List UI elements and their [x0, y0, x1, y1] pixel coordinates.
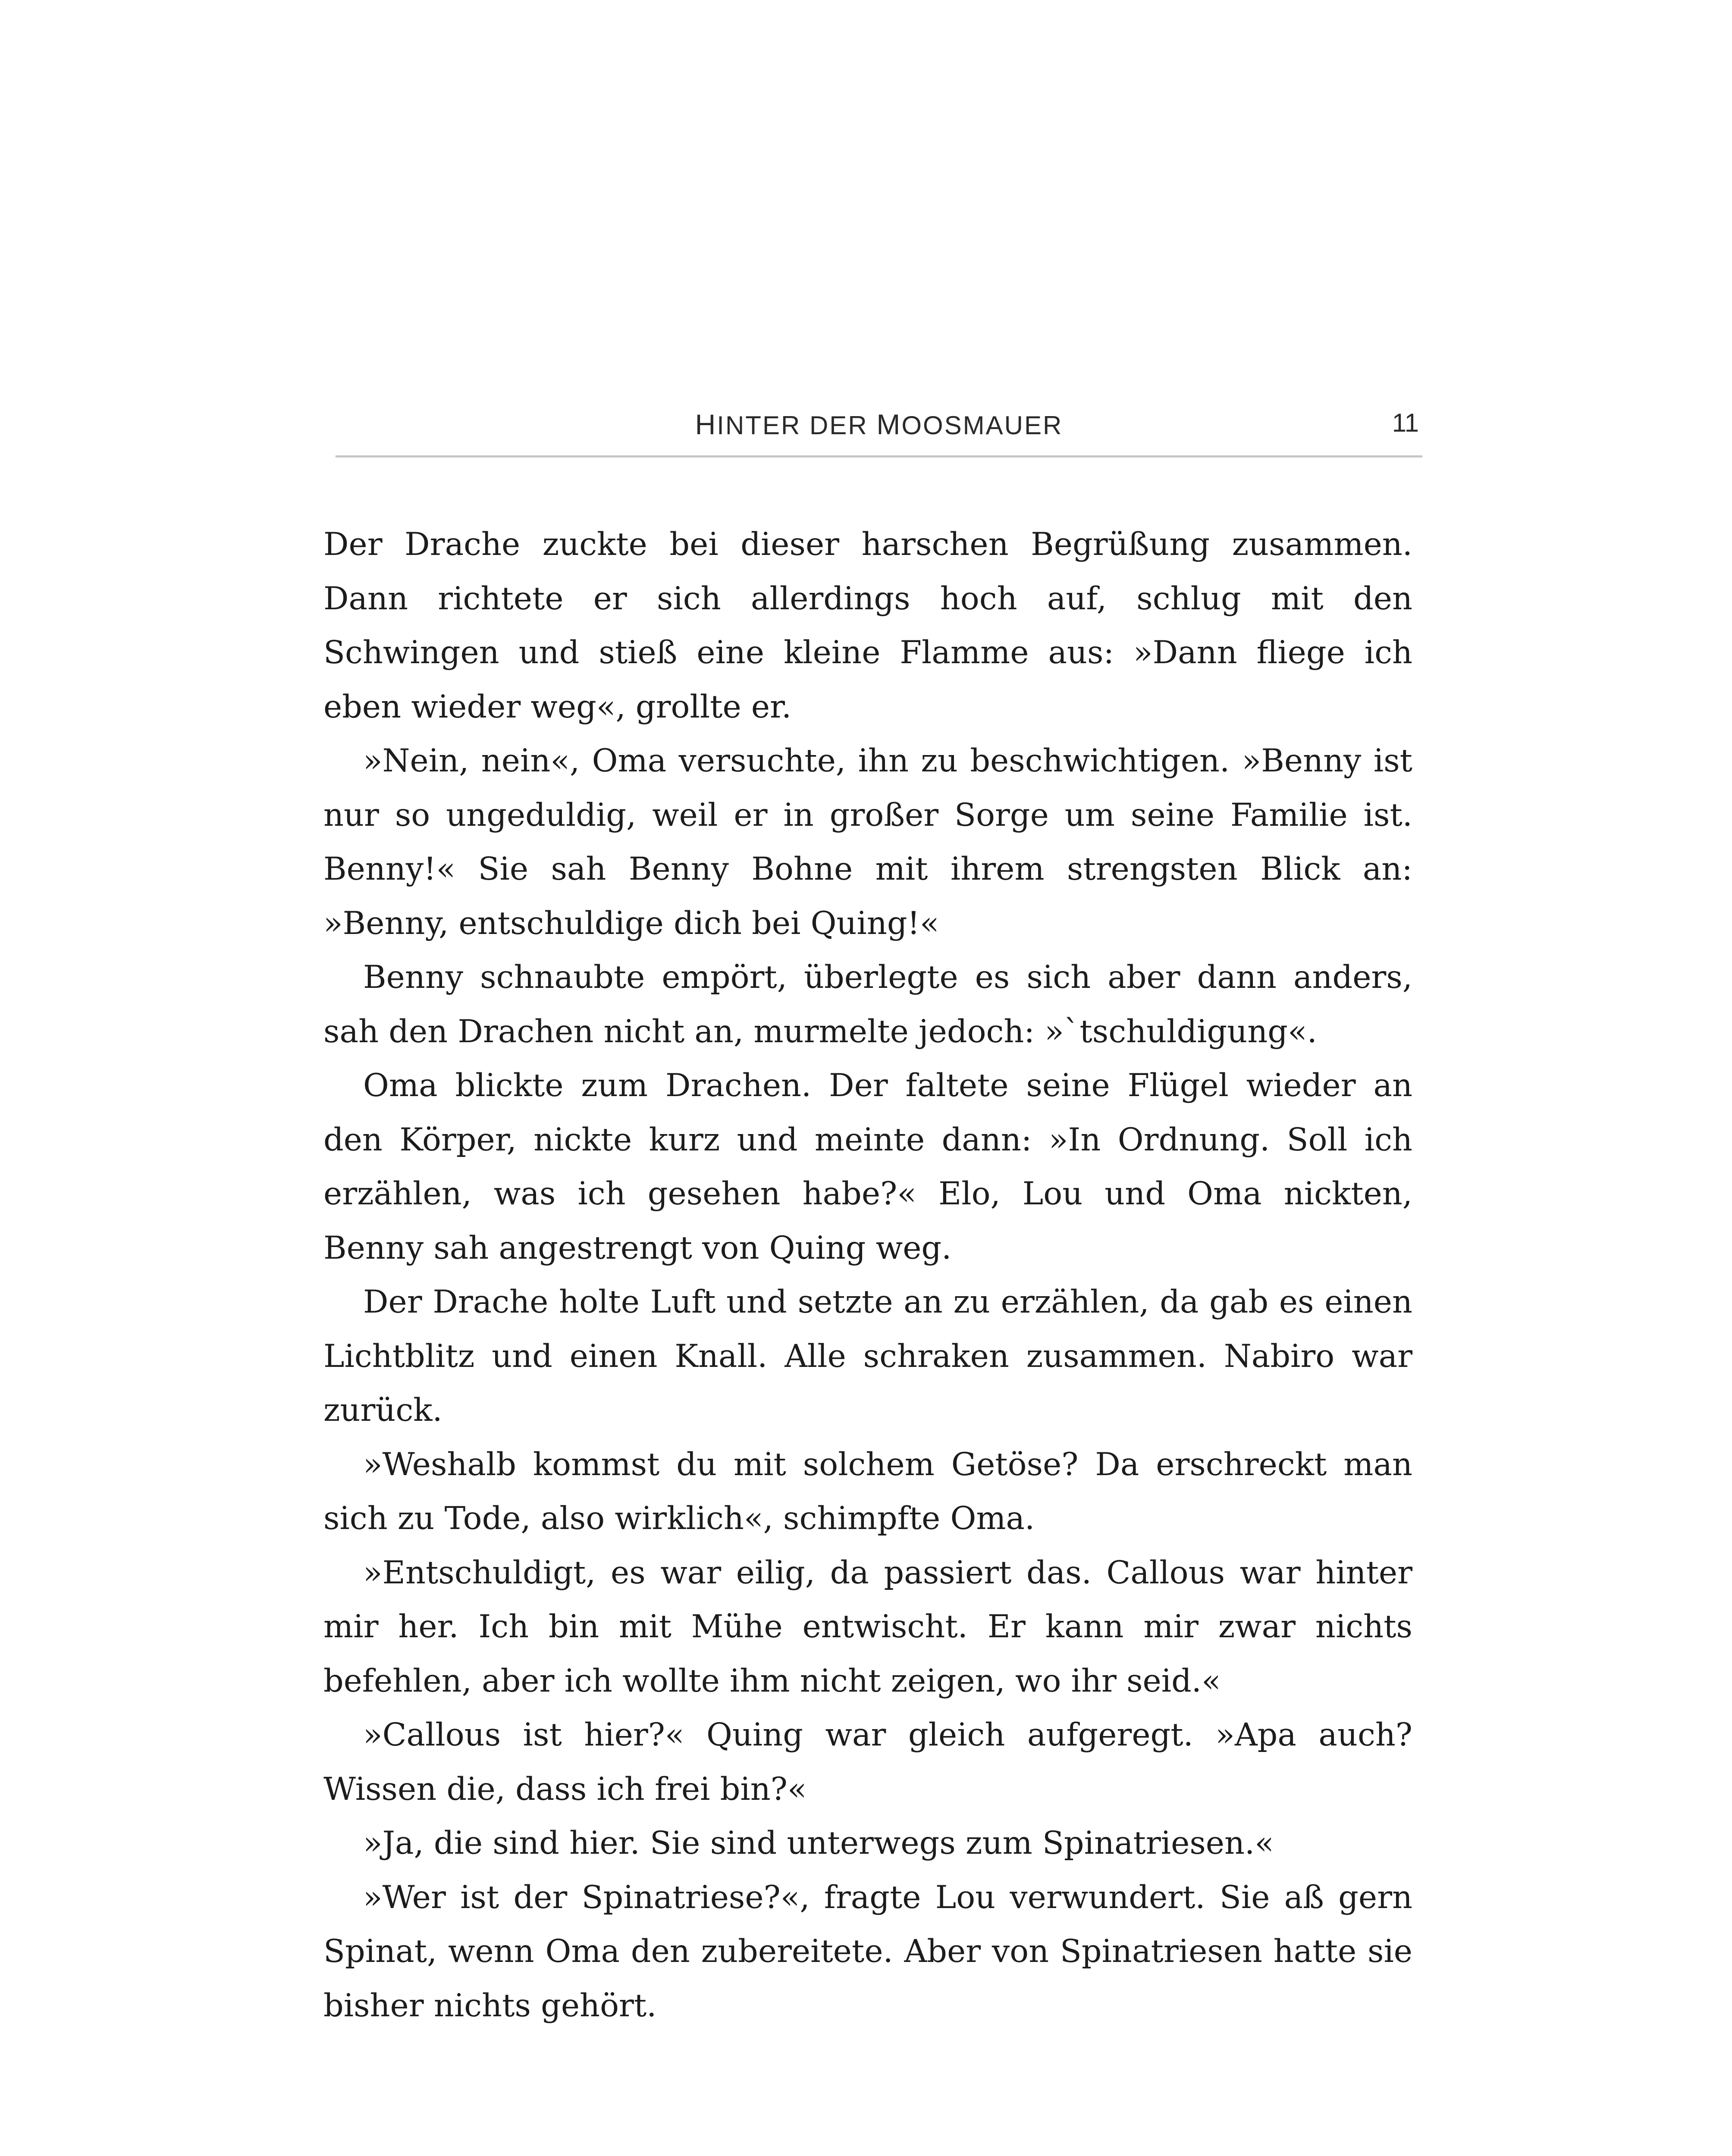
chapter-title-initial-1: H: [695, 408, 717, 440]
chapter-title-part-2: OOSMAUER: [901, 411, 1063, 440]
paragraph: »Weshalb kommst du mit solchem Getöse? Da erschreckt man sich zu Tode, also wirklich«, schimpfte Oma.: [323, 1446, 1412, 1537]
paragraph: »Nein, nein«, Oma versuchte, ihn zu beschwichtigen. »Benny ist nur so ungeduldig, weil er in großer Sorge um seine Familie ist. Benny!« Sie sah Benny Bohne mit ihrem strengsten Blick an: »Benny, entschuldige dich bei Quing!«: [323, 743, 1412, 942]
paragraph: Oma blickte zum Drachen. Der faltete seine Flügel wieder an den Körper, nickte kurz und meinte dann: »In Ordnung. Soll ich erzählen, was ich gesehen habe?« Elo, Lou und Oma nickten, Benny sah angestrengt von Quing weg.: [323, 1067, 1412, 1266]
chapter-title-part-1: INTER DER: [717, 411, 877, 440]
chapter-title-initial-2: M: [876, 408, 902, 440]
paragraph: Der Drache holte Luft und setzte an zu erzählen, da gab es einen Lichtblitz und einen Knall. Alle schraken zusammen. Nabiro war zurück.: [323, 1284, 1412, 1429]
paragraph: Der Drache zuckte bei dieser harschen Begrüßung zusammen. Dann richtete er sich allerdings hoch auf, schlug mit den Schwingen und stieß eine kleine Flamme aus: »Dann fliege ich eben wieder weg«, grollte er.: [323, 526, 1412, 725]
paragraph: »Wer ist der Spinatriese?«, fragte Lou verwundert. Sie aß gern Spinat, wenn Oma den zubereitete. Aber von Spinatriesen hatte sie bisher nichts gehört.: [323, 1879, 1412, 2024]
running-header: [336, 397, 1422, 461]
page-number: 11: [1392, 408, 1419, 437]
paragraph: Benny schnaubte empört, überlegte es sich aber dann anders, sah den Drachen nicht an, murmelte jedoch: »`tschuldigung«.: [323, 959, 1412, 1050]
paragraph: »Entschuldigt, es war eilig, da passiert das. Callous war hinter mir her. Ich bin mit Mühe entwischt. Er kann mir zwar nichts befehlen, aber ich wollte ihm nicht zeigen, wo ihr seid.«: [323, 1554, 1412, 1699]
paragraph: »Callous ist hier?« Quing war gleich aufgeregt. »Apa auch? Wissen die, dass ich frei bin?«: [323, 1717, 1412, 1808]
header-rule: [336, 455, 1422, 458]
body-text: [323, 517, 1412, 2033]
paragraph: »Ja, die sind hier. Sie sind unterwegs zum Spinatriesen.«: [363, 1825, 1274, 1861]
chapter-title: [336, 408, 1422, 441]
